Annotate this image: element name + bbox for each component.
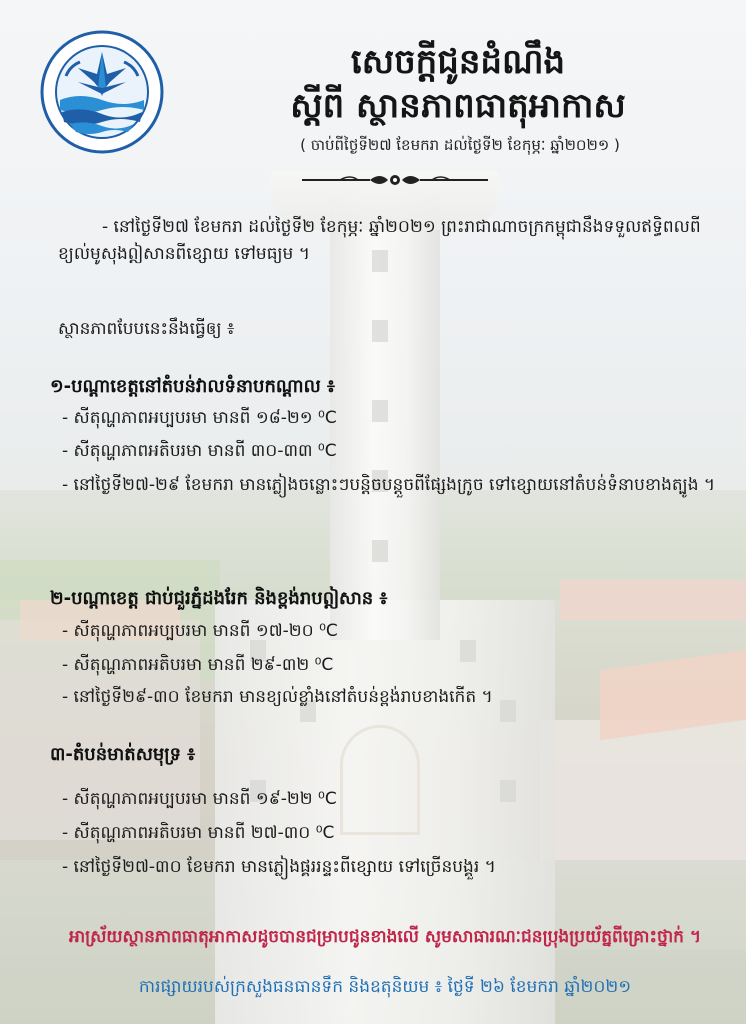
list-item: - សីតុណ្ហភាពអតិបរមា មានពី ២៧-៣០ ⁰C	[62, 823, 335, 843]
list-item: - សីតុណ្ហភាពអប្បបរមា មានពី ១៨-២១ ⁰C	[62, 408, 337, 428]
date-range-subtitle: ( ចាប់ពីថ្ងៃទី២៧ ខែមករា ដល់ថ្ងៃទី២ ខែកុម្ភៈ ឆ្នាំ២០២១ )	[300, 136, 620, 154]
ornament-divider-icon	[300, 168, 490, 192]
title-line2: ស្តីពី ស្ថានភាពធាតុអាកាស	[290, 86, 626, 126]
ministry-seal-icon	[40, 30, 164, 154]
footer-credit: ការផ្សាយរបស់ក្រសួងធនធានទឹក និងឧតុនិយម ៖ ថ្ងៃទី ២៦ ខែមករា ឆ្នាំ២០២១	[138, 977, 632, 997]
list-item: - សីតុណ្ហភាពអតិបរមា មានពី ២៩-៣២ ⁰C	[62, 655, 334, 675]
lead-line: ស្ថានភាពបែបនេះនឹងធ្វើឲ្យ ៖	[58, 319, 235, 339]
title-line1: សេចក្តីជូនដំណឹង	[350, 42, 566, 82]
list-item: - សីតុណ្ហភាពអប្បបរមា មានពី ១៧-២០ ⁰C	[62, 621, 338, 641]
section-heading: ១-បណ្តាខេត្តនៅតំបន់វាលទំនាបកណ្តាល ៖	[50, 376, 335, 397]
list-item: - នៅថ្ងៃទី២៩-៣០ ខែមករា មានខ្យល់ខ្លាំងនៅតំបន់ខ្ពង់រាបខាងកើត ។	[62, 687, 493, 707]
intro-paragraph: - នៅថ្ងៃទី២៧ ខែមករា ដល់ថ្ងៃទី២ ខែកុម្ភៈ ឆ្នាំ២០២១ ព្រះរាជាណាចក្រកម្ពុជានឹងទទួលឥទ្ធិពលពីខ្យល់មូសុងឦសានពីខ្សោយ ទៅមធ្យម ។	[58, 217, 701, 264]
list-item: - នៅថ្ងៃទី២៧-២៩ ខែមករា មានភ្លៀងចន្លោះៗបន្តិចបន្តួចពីផ្សែងក្រូច ទៅខ្សោយនៅតំបន់ទំនាបខាងត្បូង ។	[62, 475, 716, 495]
list-item: - សីតុណ្ហភាពអតិបរមា មានពី ៣០-៣៣ ⁰C	[62, 441, 337, 461]
footer-note: អាស្រ័យស្ថានភាពធាតុអាកាសដូចបានជម្រាបជូនខាងលើ សូមសាធារណៈជនប្រុងប្រយ័ត្នពីគ្រោះថ្នាក់ ។	[68, 927, 702, 947]
list-item: - នៅថ្ងៃទី២៧-៣០ ខែមករា មានភ្លៀងផ្គររន្ទះពីខ្សោយ ទៅច្រើនបង្គួរ ។	[62, 857, 496, 877]
section-heading: ២-បណ្តាខេត្ត ជាប់ជួរភ្នំដងរែក និងខ្ពង់រាបឦសាន ៖	[50, 588, 388, 609]
list-item: - សីតុណ្ហភាពអប្បបរមា មានពី ១៩-២២ ⁰C	[62, 789, 337, 809]
section-heading: ៣-តំបន់មាត់សមុទ្រ ៖	[50, 744, 196, 765]
